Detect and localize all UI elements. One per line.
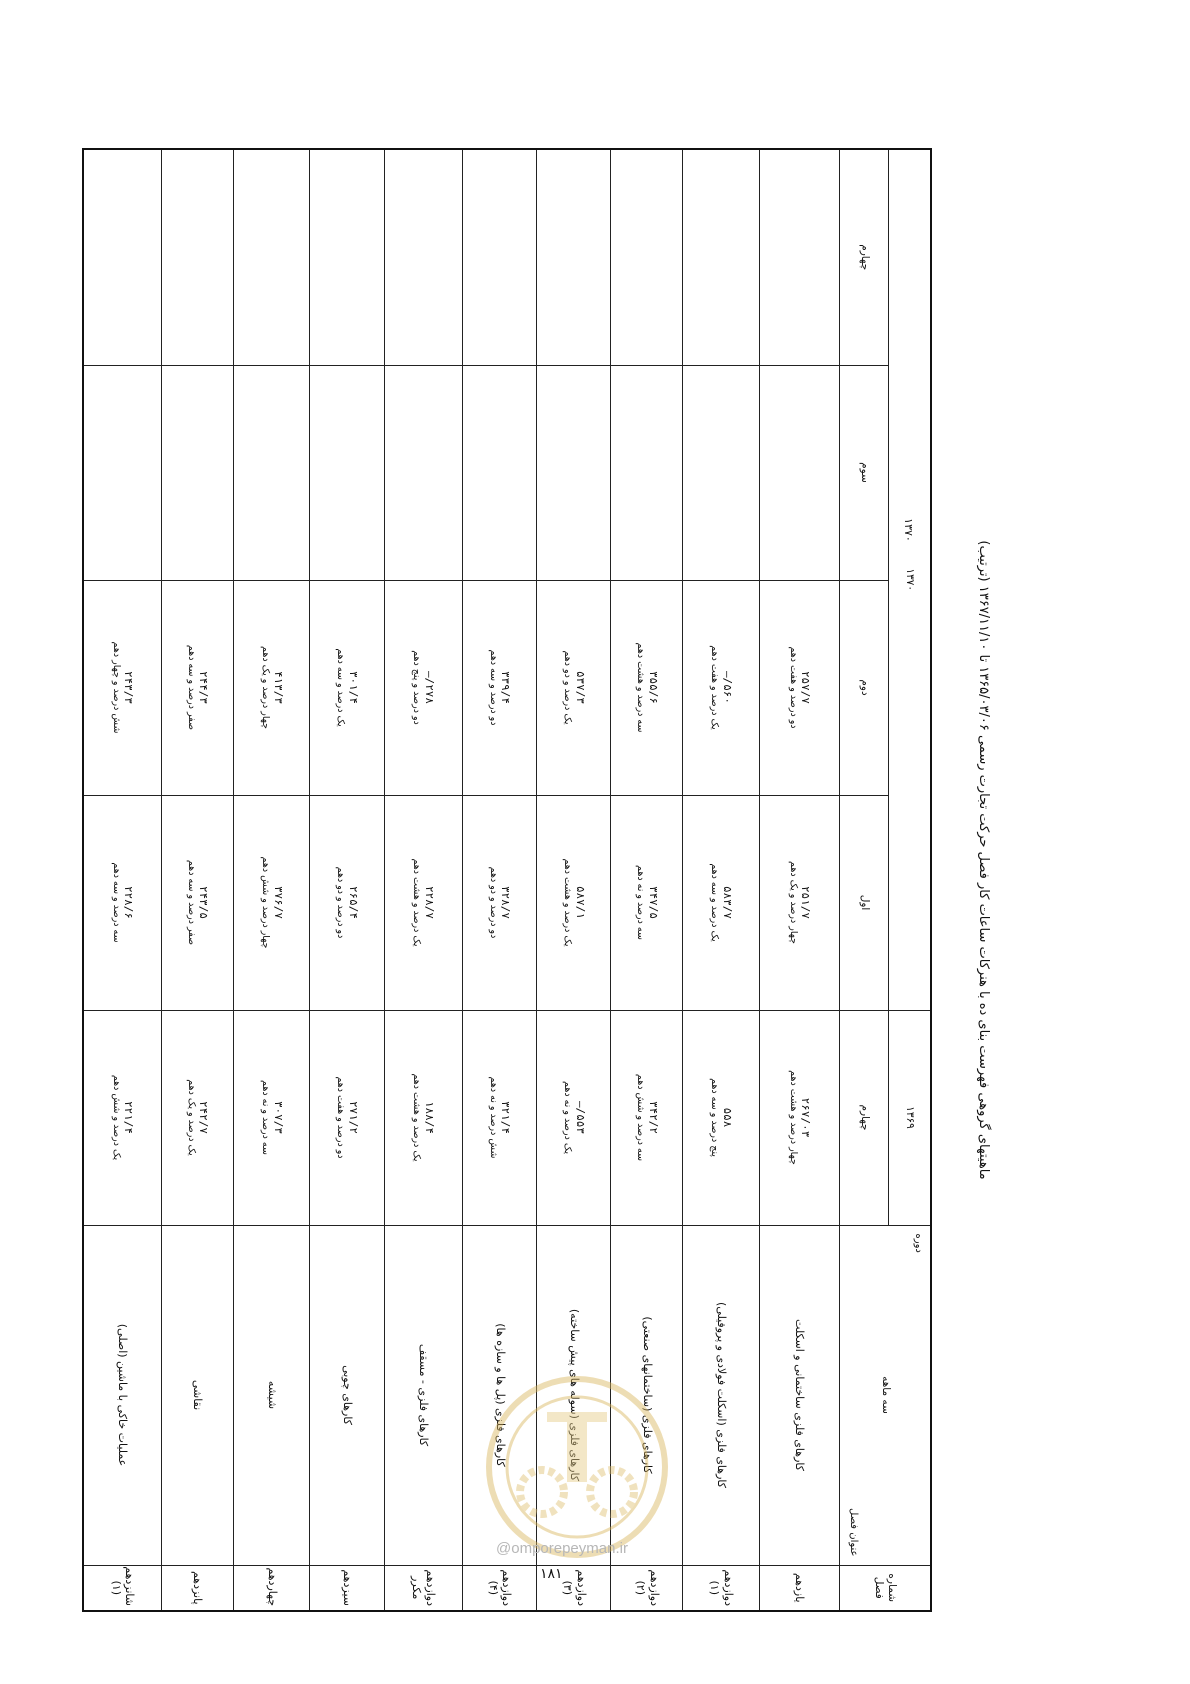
cell-q3	[83, 365, 162, 580]
cell-desc: سه درصد و شش دهم	[635, 1073, 647, 1162]
cell-value: ۳۰۷/۳	[271, 1100, 285, 1135]
header-q1: اول	[840, 795, 889, 1010]
cell-desc: شش درصد و نه دهم	[487, 1076, 499, 1159]
cell-q4-1369	[683, 1010, 759, 1225]
cell-value: ۵۸۷/۱	[573, 885, 587, 920]
cell-value: ۵۸۳/۷	[720, 885, 734, 920]
header-corner-period: دوره	[913, 1233, 924, 1253]
page-number: ۱۸۱	[540, 1566, 563, 1582]
cell-value: ۲۷۸/—	[423, 670, 437, 705]
cell-value: ۲۴۳/۳	[122, 670, 136, 705]
cell-desc: چهار درصد و یک دهم	[787, 861, 799, 944]
cell-q4-1370	[310, 149, 384, 365]
cell-value: ۲۲۱/۴	[122, 1100, 136, 1135]
cell-q2	[683, 580, 759, 795]
year-label: ۱۳۷۰	[902, 518, 915, 542]
cell-value: ۳۰۱/۴	[346, 670, 360, 705]
cell-value: ۳۵۵/۶	[646, 670, 660, 705]
chapter-no: دوازدهم (۴)	[463, 1565, 537, 1611]
cell-q2	[537, 580, 611, 795]
cell-q1	[234, 795, 310, 1010]
cell-value: ۵۵۳/—	[573, 1100, 587, 1135]
table-row	[83, 149, 162, 1611]
cell-desc: سه درصد و هشت دهم	[635, 642, 647, 733]
cell-q3	[683, 365, 759, 580]
site-watermark: @omporepeyman.ir	[496, 1540, 628, 1557]
cell-q4-1369	[759, 1010, 840, 1225]
cell-value: ۳۲۱/۴	[499, 1100, 513, 1135]
seal-watermark-icon	[482, 1372, 672, 1562]
cell-value: ۲۶۷/۰۳	[799, 1097, 813, 1138]
cell-desc: صفر درصد و سه دهم	[185, 644, 197, 731]
cell-q2	[83, 580, 162, 795]
cell-desc: سه درصد و نه دهم	[259, 1080, 271, 1155]
cell-value: ۴۱۳/۳	[271, 670, 285, 705]
cell-value: ۳۳۹/۴	[499, 670, 513, 705]
cell-value: ۲۷۱/۲	[346, 1100, 360, 1135]
cell-q4-1370	[234, 149, 310, 365]
cell-q3	[759, 365, 840, 580]
table-row	[759, 149, 840, 1611]
chapter-title: کارهای فلزی (سوله های پیش ساخته)	[537, 1225, 611, 1565]
cell-q4-1370	[463, 149, 537, 365]
document-title: ماهیتهای گروهی فهرست بنای ده با هنرکات ساعات کار فصل حرکت تجارت رسمی ۱۳۶۵/۰۳/۰۶ تا ۱۳۶۷/۱۱/۱۰ (ترتیب)	[976, 540, 991, 1180]
header-q2: دوم	[840, 580, 889, 795]
cell-q3	[162, 365, 234, 580]
header-q3: سوم	[840, 365, 889, 580]
cell-desc: یک درصد و یک دهم	[185, 1079, 197, 1156]
cell-q1	[537, 795, 611, 1010]
chapter-title: کارهای فلزی (ساختمانهای صنعتی)	[611, 1225, 683, 1565]
table-row	[683, 149, 759, 1611]
cell-q4-1369	[384, 1010, 462, 1225]
chapter-no: دوازدهم (۱)	[683, 1565, 759, 1611]
cell-value: ۲۵۷/۷	[799, 670, 813, 705]
cell-q1	[611, 795, 683, 1010]
cell-q4-1370	[611, 149, 683, 365]
chapter-no: چهاردهم	[234, 1565, 310, 1611]
cell-q4-1370	[759, 149, 840, 365]
cell-desc: شش درصد و چهار دهم	[110, 641, 122, 734]
chapter-no: پانزدهم	[162, 1565, 234, 1611]
cell-q4-1370	[537, 149, 611, 365]
chapter-title: نقاشی	[162, 1225, 234, 1565]
cell-q2	[611, 580, 683, 795]
cell-desc: چهار درصد و شش دهم	[259, 856, 271, 949]
cell-q3	[310, 365, 384, 580]
cell-q1	[310, 795, 384, 1010]
cell-desc: پنج درصد و سه دهم	[709, 1078, 721, 1157]
cell-q3	[537, 365, 611, 580]
cell-q3	[463, 365, 537, 580]
cell-q4-1369	[234, 1010, 310, 1225]
cell-q1	[162, 795, 234, 1010]
cell-q2	[463, 580, 537, 795]
header-year-1370: ۱۳۷۰	[889, 149, 931, 1010]
chapter-no: شانزدهم (۱)	[83, 1565, 162, 1611]
cell-q2	[759, 580, 840, 795]
cell-q4-1369	[83, 1010, 162, 1225]
chapter-no: سیزدهم	[310, 1565, 384, 1611]
cell-value: ۲۴۴/۳	[197, 670, 211, 705]
cell-q1	[683, 795, 759, 1010]
cell-q1	[83, 795, 162, 1010]
chapter-no: دوازدهم مکرر	[384, 1565, 462, 1611]
cell-q4-1369	[310, 1010, 384, 1225]
cell-q4-1370	[384, 149, 462, 365]
cell-value: ۱۸۸/۴	[423, 1100, 437, 1135]
cell-desc: دو درصد و پنج دهم	[411, 650, 423, 725]
cell-q4-1369	[537, 1010, 611, 1225]
header-year-row	[889, 149, 931, 1611]
cell-value: ۳۷۶/۷	[271, 885, 285, 920]
chapter-title: شیشه	[234, 1225, 310, 1565]
table-row	[310, 149, 384, 1611]
cell-value: ۲۵۱/۷	[799, 885, 813, 920]
cell-desc: سه درصد و سه دهم	[110, 862, 122, 943]
cell-desc: دو درصد و دو دهم	[487, 866, 499, 939]
chapter-title: کارهای فلزی - مسقف	[384, 1225, 462, 1565]
cell-desc: یک درصد و هفت دهم	[709, 645, 721, 730]
chapter-title: کارهای فلزی (اسکلت فولادی و پروفیلی)	[683, 1225, 759, 1565]
cell-q2	[310, 580, 384, 795]
cell-q4-1369	[463, 1010, 537, 1225]
cell-value: ۳۲۸/۷	[499, 885, 513, 920]
cell-desc: دو درصد و هفت دهم	[335, 1076, 347, 1159]
chapter-title: کارهای فلزی ساختمانی و اسکلت	[759, 1225, 840, 1565]
cell-q2	[384, 580, 462, 795]
cell-desc: یک درصد و نه دهم	[561, 1081, 573, 1154]
chapter-title: عملیات خاکی با ماشین (اصلی)	[83, 1225, 162, 1565]
cell-desc: یک درصد و سه دهم	[335, 648, 347, 727]
cell-desc: چهار درصد و هشت دهم	[787, 1070, 799, 1165]
cell-desc: چهار درصد و یک دهم	[259, 646, 271, 729]
cell-q1	[759, 795, 840, 1010]
cell-q2	[234, 580, 310, 795]
cell-value: ۲۴۲/۷	[197, 1100, 211, 1135]
cell-value: ۵۳۷/۳	[573, 670, 587, 705]
header-chapter-no: شماره فصل	[840, 1565, 931, 1611]
table-row	[162, 149, 234, 1611]
cell-value: ۳۴۷/۵	[646, 885, 660, 920]
cell-q1	[384, 795, 462, 1010]
cell-q4-1370	[683, 149, 759, 365]
header-corner-chapter-title: عنوان فصل	[847, 1508, 859, 1557]
cell-value: ۲۲۸/۶	[122, 885, 136, 920]
cell-value: ۵۵۸	[720, 1107, 734, 1128]
cell-q4-1370	[83, 149, 162, 365]
chapter-title: کارهای چوبی	[310, 1225, 384, 1565]
cell-q4-1370	[162, 149, 234, 365]
cell-value: ۲۶۵/۴	[346, 885, 360, 920]
chapter-no: دوازدهم (۲)	[611, 1565, 683, 1611]
cell-value: ۲۲۸/۷	[423, 885, 437, 920]
cell-desc: یک درصد و هشت دهم	[561, 858, 573, 947]
cell-desc: صفر درصد و سه دهم	[185, 859, 197, 946]
table-row	[234, 149, 310, 1611]
cell-value: ۵۶۰/—	[720, 670, 734, 705]
chapter-title: کارهای فلزی (پل ها و سازه ها)	[463, 1225, 537, 1565]
cell-desc: دو درصد و سه دهم	[487, 649, 499, 726]
header-title-corner	[840, 1225, 931, 1565]
cell-desc: یک درصد و شش دهم	[110, 1074, 122, 1161]
cell-desc: سه درصد و نه دهم	[635, 865, 647, 940]
header-year-1369: ۱۳۶۹	[889, 1010, 931, 1225]
cell-q2	[162, 580, 234, 795]
cell-value: ۳۴۲/۲	[646, 1100, 660, 1135]
header-q4-1370: چهارم	[840, 149, 889, 365]
cell-desc: دو درصد و دو دهم	[335, 866, 347, 939]
cell-q4-1369	[611, 1010, 683, 1225]
cell-q3	[384, 365, 462, 580]
cell-desc: یک درصد و هشت دهم	[411, 858, 423, 947]
chapter-no: دوازدهم (۳)	[537, 1565, 611, 1611]
chapter-no: یازدهم	[759, 1565, 840, 1611]
header-q4-1369: چهارم	[840, 1010, 889, 1225]
cell-value: ۲۴۳/۵	[197, 885, 211, 920]
cell-q3	[611, 365, 683, 580]
cell-q4-1369	[162, 1010, 234, 1225]
table-row	[384, 149, 462, 1611]
header-corner-quarter: سه ماهه	[879, 1376, 892, 1414]
cell-desc: یک درصد و دو دهم	[561, 650, 573, 725]
cell-desc: یک درصد و سه دهم	[709, 863, 721, 942]
cell-desc: یک درصد و هشت دهم	[411, 1073, 423, 1162]
cell-desc: دو درصد و هفت دهم	[787, 646, 799, 729]
cell-q1	[463, 795, 537, 1010]
cell-q3	[234, 365, 310, 580]
